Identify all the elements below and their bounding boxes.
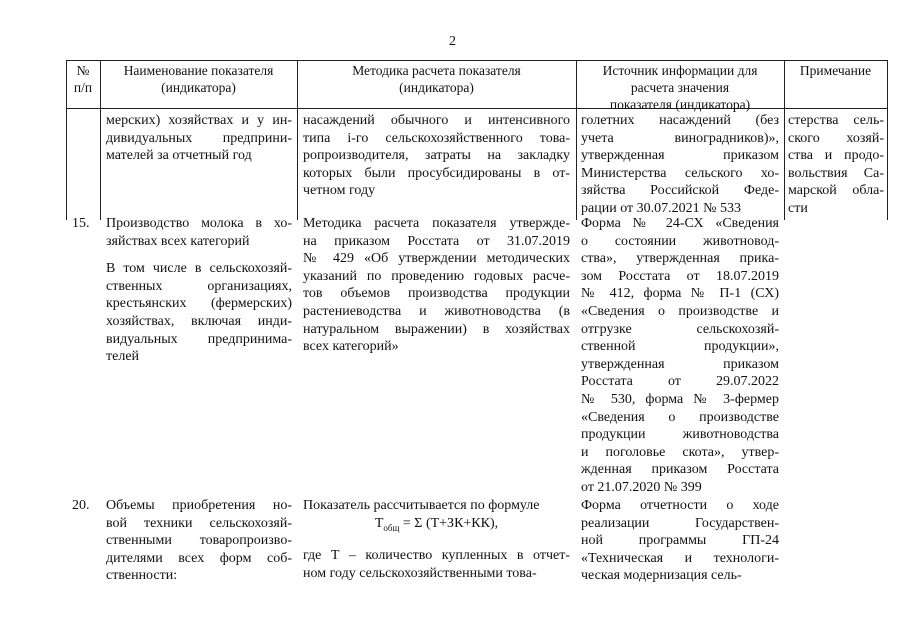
cont-note-cell: стерства сель- ского хозяй- ства и продо- вольствия Са- марской обла- сти bbox=[788, 113, 884, 216]
row15-name-cell: Производство молока в хо- зяйствах всех категорий В том числе в сельскохозяй- ственных организациях, крестьянских (фермерских) хозяйствах, включая инди- видуальных предпринима- телей bbox=[106, 216, 292, 365]
cont-source-cell: голетних насаждений (без учета виноградников)», утвержденная приказом Министерства сельского хо- зяйства Российской Феде- рации от 30.07.2021 № 533 bbox=[581, 113, 779, 216]
cont-name-cell: мерских) хозяйствах и у ин- дивидуальных предприни- мателей за отчетный год bbox=[106, 113, 292, 164]
indicator-table bbox=[66, 60, 888, 640]
col-border-5 bbox=[784, 60, 785, 220]
header-number: № п/п bbox=[73, 63, 93, 95]
header-source: Источник информации для расчета значения показателя (индикатора) bbox=[602, 63, 758, 112]
row-number: 15. bbox=[72, 216, 90, 231]
cont-method-cell: насаждений обычного и интенсивного типа i-го сельскохозяйственного това- ропроизводителя, затраты на закладку которых были просубсидированы в от- четном году bbox=[303, 113, 570, 199]
table-top-border bbox=[66, 60, 888, 61]
header-indicator-name: Наименование показателя (индикатора) bbox=[123, 63, 274, 95]
row15-method-cell: Методика расчета показателя утвержде- на приказом Росстата от 31.07.2019 № 429 «Об утверждении методических указаний по проведению годовых расче- тов объемов производства продукции растениеводства и животноводства (в натуральном выражении) в хозяйствах всех категорий» bbox=[303, 216, 570, 355]
row-number: 20. bbox=[72, 498, 90, 513]
row20-method-cell: Показатель рассчитывается по формуле $Т_{общ} = \Sigma$ (Т+ЗК+КК), где Т – количество купленных в отчет- ном году сельскохозяйственными това- bbox=[303, 498, 570, 581]
row20-name-cell: Объемы приобретения но- вой техники сельскохозяй- ственными товаропроизво- дителями всех форм соб- ственности: bbox=[106, 498, 292, 584]
page-number: 2 bbox=[449, 34, 456, 49]
col-border-6 bbox=[887, 60, 888, 220]
header-method: Методика расчета показателя (индикатора) bbox=[352, 63, 521, 95]
row15-source-cell: Форма № 24-СХ «Сведения о состоянии животновод- ства», утвержденная прика- зом Росстата от 18.07.2019 № 412, форма № П-1 (СХ) «Сведения о производстве и отгрузке сельскохозяй- ственной продукции», утвержденная приказом Росстата от 29.07.2022 № 530, форма № 3-фермер «Сведения о производстве продукции животноводства и поголовье скота», утвер- жденная приказом Росстата от 21.07.2020 № 399 bbox=[581, 216, 779, 495]
formula: $Т_{общ} = \Sigma$ (Т+ЗК+КК), bbox=[374, 515, 499, 533]
row20-source-cell: Форма отчетности о ходе реализации Государствен- ной программы ГП-24 «Техническая и технологи- ческая модернизация сель- bbox=[581, 498, 779, 584]
header-note: Примечание bbox=[799, 63, 872, 78]
